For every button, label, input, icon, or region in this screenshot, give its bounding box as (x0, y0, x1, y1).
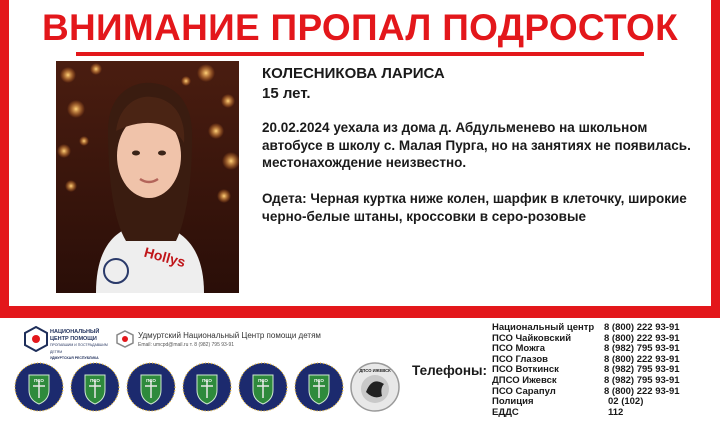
phone-service-name: ПСО Чайковский (492, 332, 572, 344)
phone-service-name: ПСО Воткинск (492, 364, 559, 376)
shirt-print: Hollys (142, 243, 188, 271)
phone-number[interactable]: 8 (800) 222 93-91 (604, 385, 680, 397)
badge-label: ПСО (258, 378, 268, 383)
national-center-label (50, 329, 110, 362)
missing-person-age: 15 лет. (262, 85, 311, 102)
org1-line4: УДМУРТСКАЯ РЕСПУБЛИКА (50, 356, 99, 360)
dpso-badge-label: ДПСО ИЖЕВСК (359, 368, 391, 373)
phone-number[interactable]: 8 (982) 795 93-91 (604, 343, 680, 355)
phone-row (492, 397, 720, 408)
disappearance-description: 20.02.2024 уехала из дома д. Абдульменево на школьном автобусе в школу с. Малая Пурга, но на занятиях не появилась. местонахождение неизвестно. (262, 120, 691, 170)
phone-service-name: Полиция (492, 396, 534, 408)
poster-title: ВНИМАНИЕ ПРОПАЛ ПОДРОСТОК (42, 7, 678, 48)
phone-number[interactable]: 8 (800) 222 93-91 (604, 322, 680, 333)
badge-label: ПСО (146, 378, 156, 383)
national-center-logo-icon (24, 326, 48, 352)
phone-service-name: ЕДДС (492, 406, 519, 418)
pso-badge-3 (126, 362, 176, 412)
phone-row (492, 376, 720, 387)
phone-number[interactable]: 112 (608, 406, 624, 418)
phone-service-name: Национальный центр (492, 322, 595, 333)
phone-service-name: ДПСО Ижевск (492, 374, 557, 386)
phone-list (492, 323, 720, 418)
phone-service-name: ПСО Глазов (492, 353, 548, 365)
udmurt-center-logo-icon (116, 330, 134, 348)
red-border-bottom (0, 306, 720, 318)
pso-badge-4 (182, 362, 232, 412)
pso-badge-6 (294, 362, 344, 412)
clothing-description: Одета: Черная куртка ниже колен, шарфик в клеточку, широкие черно-белые штаны, кроссовки в серо-розовые (262, 191, 687, 224)
dpso-izhevsk-badge (350, 362, 400, 412)
org1-line3: ПРОПАВШИМ И ПОСТРАДАВШИМ ДЕТЯМ (50, 343, 108, 354)
phone-row (492, 408, 720, 419)
missing-person-name: КОЛЕСНИКОВА ЛАРИСА (262, 65, 445, 82)
phone-number[interactable]: 8 (800) 222 93-91 (604, 332, 680, 344)
phone-row (492, 323, 720, 334)
phone-number[interactable]: 8 (800) 222 93-91 (604, 353, 680, 365)
badge-label: ПСО (202, 378, 212, 383)
badge-label: ПСО (90, 378, 100, 383)
org1-line2: ЦЕНТР ПОМОЩИ (50, 335, 97, 342)
phone-service-name: ПСО Можга (492, 343, 546, 355)
org1-line1: НАЦИОНАЛЬНЫЙ (50, 329, 100, 335)
pso-badge-1 (14, 362, 64, 412)
pso-badge-5 (238, 362, 288, 412)
badge-label: ПСО (314, 378, 324, 383)
phone-number[interactable]: 02 (102) (608, 396, 644, 408)
title-underline (76, 52, 644, 56)
phone-number[interactable]: 8 (982) 795 93-91 (604, 364, 680, 376)
phones-label: Телефоны: (412, 363, 488, 378)
badge-label: ПСО (34, 378, 44, 383)
phone-number[interactable]: 8 (982) 795 93-91 (604, 374, 680, 386)
missing-person-photo (56, 61, 239, 293)
udmurt-center-contacts: Email: umcpd@mail.ru т. 8 (982) 795 93-91 (138, 342, 235, 348)
udmurt-center-title: Удмуртский Национальный Центр помощи детям (138, 331, 321, 340)
pso-badge-2 (70, 362, 120, 412)
phone-service-name: ПСО Сарапул (492, 385, 556, 397)
